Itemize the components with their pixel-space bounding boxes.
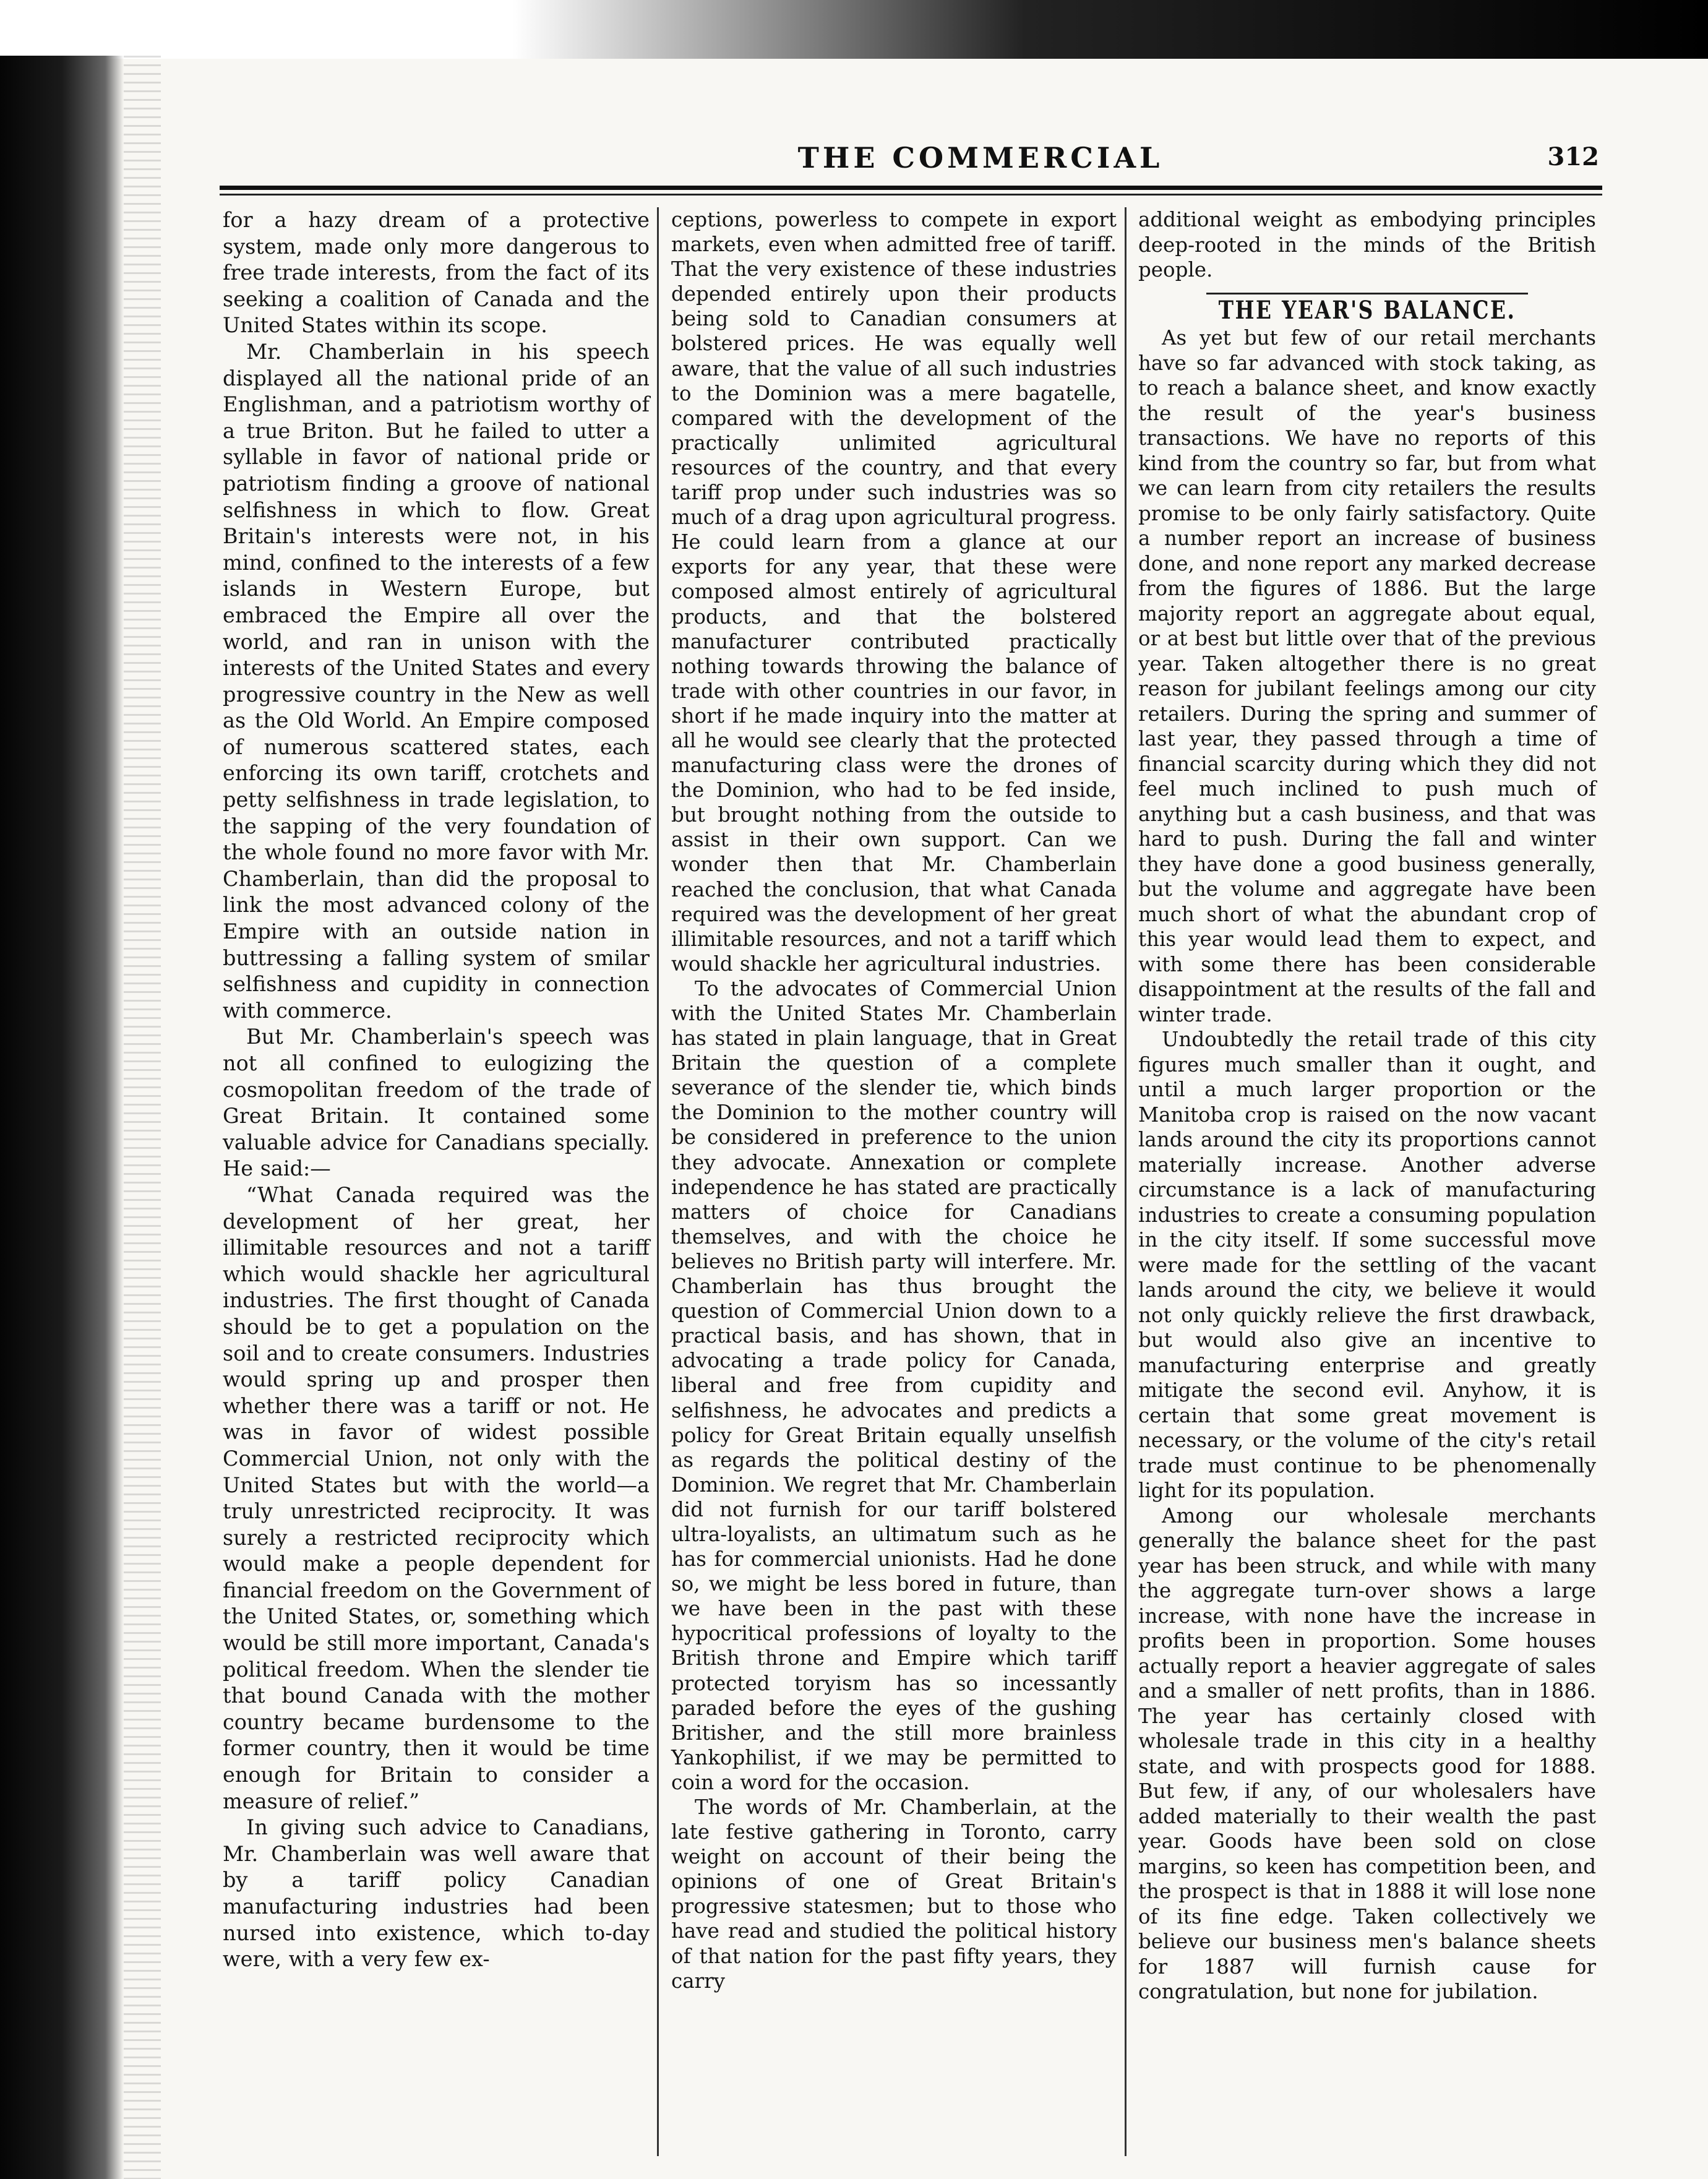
column-3-paragraph: Among our wholesale merchants generally the balance sheet for the past year has been struck, and while with many the aggregate turn-over shows a large increase, with none have the increase in profits been in proportion. Some houses actually report a heavier aggregate of sales and a smaller of nett profits, than in 1886. The year has certainly closed with wholesale trade in this city in a healthy state, and with prospects good for 1888. But few, if any, of our wholesalers have added materially to their wealth the past year. Goods have been sold on close margins, so keen has competition been, and the prospect is that in 1888 it will lose none of its fine edge. Taken collectively we believe our business men's balance sheets for 1887 will furnish cause for congratulation, but none for jubilation. [1138,1503,1596,2003]
column-1 [223,207,650,1973]
section-heading: THE YEAR'S BALANCE. [1218,295,1516,325]
column-divider [1125,207,1127,2156]
column-2-paragraph: ceptions, powerless to compete in export markets, even when admitted free of tariff. That the very existence of these industries depended entirely upon their products being sold to Canadian consumers at bolstered prices. He was equally well aware, that the value of all such industries to the Dominion was a mere bagatelle, compared with the development of the practically unlimited agricultural resources of the country, and that every tariff prop under such industries was so much of a drag upon agricultural progress. He could learn from a glance at our exports for any year, that these were composed almost entirely of agricultural products, and that the bolstered manufacturer contributed practically nothing towards throwing the balance of trade with other countries in our favor, in short if he made inquiry into the matter at all he would see clearly that the protected manufacturing class were the drones of the Dominion, who had to be fed inside, but brought nothing from the outside to assist in their own support. Can we wonder then that Mr. Chamberlain reached the conclusion, that what Canada required was the development of her great illimitable resources, and not a tariff which would shackle her agricultural industries. [671,208,1117,976]
masthead-title: THE COMMERCIAL [797,141,1164,174]
column-1-paragraph: Mr. Chamberlain in his speech displayed all the national pride of an Englishman, and a patriotism worthy of a true Briton. But he failed to utter a syllable in favor of national pride or patriotism finding a groove of national selfishness in which to flow. Great Britain's interests were not, in his mind, confined to the interests of a few islands in Western Europe, but embraced the Empire all over the world, and ran in unison with the interests of the United States and every progressive country in the New as well as the Old World. An Empire composed of numerous scattered states, each enforcing its own tariff, crotchets and petty selfishness in trade legislation, to the sapping of the very foundation of the whole found no more favor with Mr. Chamberlain, than did the proposal to link the most advanced colony of the Empire with an outside nation in buttressing a falling system of smilar selfishness and cupidity in connection with commerce. [223,339,650,1023]
column-3 [1138,207,1596,2005]
column-divider [657,207,659,2156]
column-1-paragraph: for a hazy dream of a protective system, made only more dangerous to free trade interests, from the fact of its seeking a coalition of Canada and the United States within its scope. [223,208,650,338]
column-2-paragraph: To the advocates of Commercial Union with the United States Mr. Chamberlain has stated in plain language, that in Great Britain the question of a complete severance of the slender tie, which binds the Dominion to the mother country will be considered in preference to the union they advocate. Annexation or complete independence he has stated are practically matters of choice for Canadians themselves, and with the choice he believes no British party will interfere. Mr. Chamberlain has thus brought the question of Commercial Union down to a practical basis, and has shown, that in advocating a trade policy for Canada, liberal and free from cupidity and selfishness, he advocates and predicts a policy for Great Britain equally unselfish as regards the political destiny of the Dominion. We regret that Mr. Chamberlain did not furnish for our tariff bolstered ultra-loyalists, an ultimatum such as he has for commercial unionists. Had he done so, we might be less bored in future, than we have been in the past with these hypocritical professions of loyalty to the British throne and Empire which tariff protected toryism has so incessantly paraded before the eyes of the gushing Britisher, and the still more brainless Yankophilist, if we may be permitted to coin a word for the occasion. [671,976,1117,1794]
scan-shadow-left [0,56,124,2179]
column-1-paragraph: But Mr. Chamberlain's speech was not all confined to eulogizing the cosmopolitan freedom of the trade of Great Britain. It contained some valuable advice for Canadians specially. He said:— [223,1025,650,1181]
scan-shadow-top [0,0,1708,59]
section-rule [1206,293,1528,294]
column-1-paragraph: In giving such advice to Canadians, Mr. Chamberlain was well aware that by a tariff policy Canadian manufacturing industries had been nursed into existence, which to-day were, with a very few ex- [223,1815,650,1972]
header-rule-thin [220,194,1602,196]
column-2-paragraph: The words of Mr. Chamberlain, at the late festive gathering in Toronto, carry weight on account of their being the opinions of one of Great Britain's progressive statesmen; but to those who have read and studied the political history of that nation for the past fifty years, they carry [671,1795,1117,1993]
column-3-paragraph: As yet but few of our retail merchants have so far advanced with stock taking, as to reach a balance sheet, and know exactly the result of the year's business transactions. We have no reports of this kind from the country so far, but from what we can learn from city retailers the results promise to be only fairly satisfactory. Quite a number report an increase of business done, and none report any marked decrease from the figures of 1886. But the large majority report an aggregate about equal, or at best but little over that of the previous year. Taken altogether there is no great reason for jubilant feelings among our city retailers. During the spring and summer of last year, they passed through a time of financial scarcity during which they did not feel much inclined to push much of anything but a cash business, and that was hard to push. During the fall and winter they have done a good business generally, but the volume and aggregate have been much short of what the abundant crop of this year would lead them to expect, and with some there has been considerable disappointment at the results of the fall and winter trade. [1138,326,1596,1026]
column-3-paragraph: Undoubtedly the retail trade of this city figures much smaller than it ought, and until a much larger proportion or the Manitoba crop is raised on the now vacant lands around the city its proportions cannot materially increase. Another adverse circumstance is a lack of manufacturing industries to create a consuming population in the city itself. If some successful move were made for the settling of the vacant lands around the city, we believe it would not only quickly relieve the first drawback, but would also give an incentive to manufacturing enterprise and greatly mitigate the second evil. Anyhow, it is certain that some great movement is necessary, or the volume of the city's retail trade must continue to be phenomenally light for its population. [1138,1028,1596,1502]
page-number: 312 [1547,142,1599,171]
header-rule-thick [220,186,1602,190]
column-2 [671,207,1117,1993]
column-1-quote: “What Canada required was the development of her great, her illimitable resources and not a tariff which would shackle her agricultural industries. The first thought of Canada should be to get a population on the soil and to create consumers. Industries would spring up and prosper then whether there was a tariff or not. He was in favor of widest possible Commercial Union, not only with the United States but with the world—a truly unrestricted reciprocity. It was surely a restricted reciprocity which would make a people dependent for financial freedom on the Government of the United States, or, something which would be still more important, Canada's political freedom. When the slender tie that bound Canada with the mother country became burdensome to the former country, then it would be time enough for Britain to consider a measure of relief.” [223,1182,650,1813]
page-header [220,141,1599,178]
column-3-lead-paragraph: additional weight as embodying principles deep-rooted in the minds of the British people. [1138,208,1596,282]
scan-speckle-left [124,56,161,2179]
